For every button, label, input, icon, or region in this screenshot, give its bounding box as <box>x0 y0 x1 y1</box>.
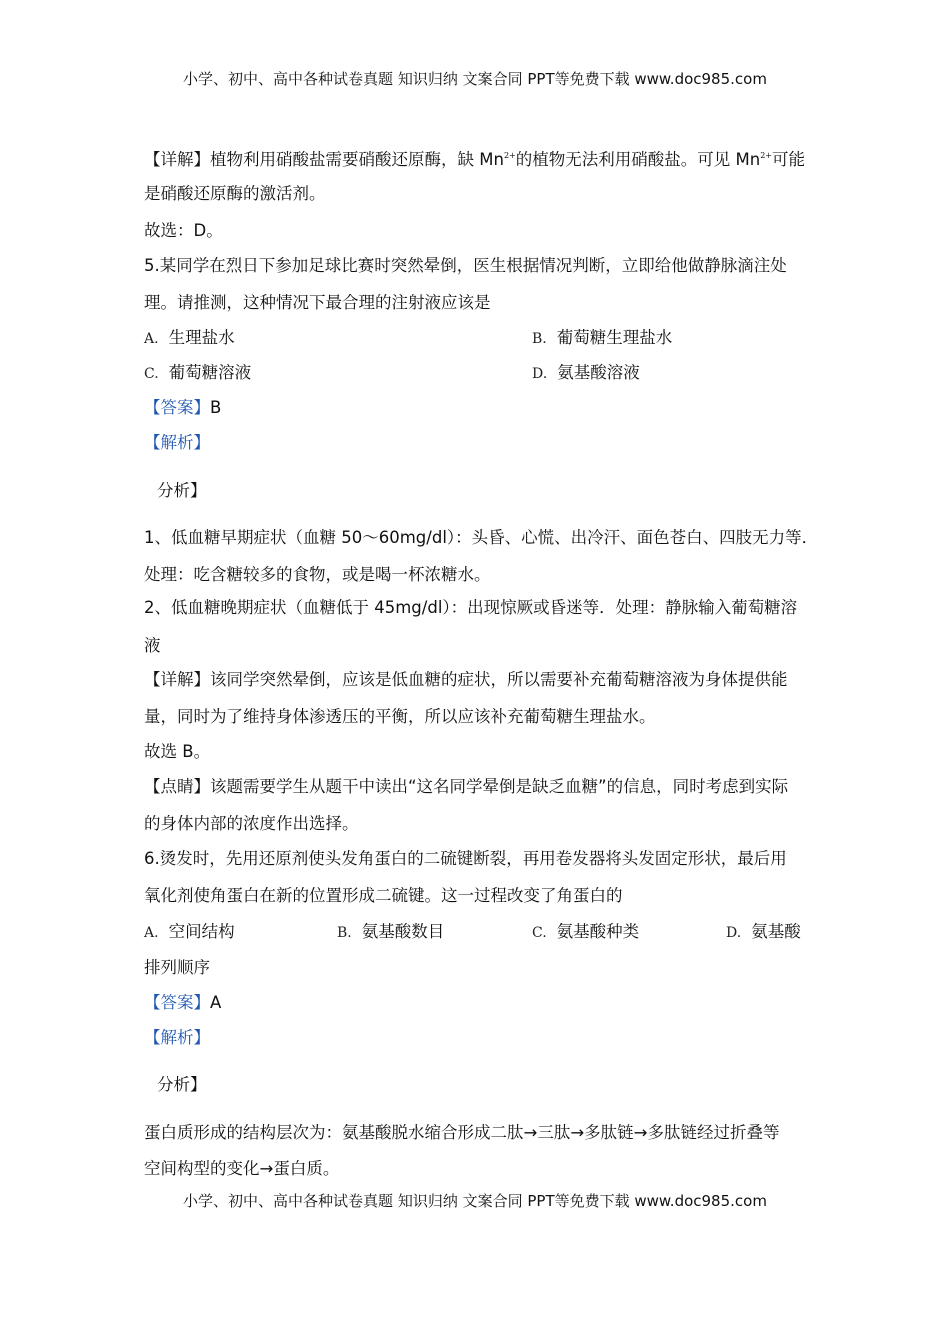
q4-detail-line1: 【详解】植物利用硝酸盐需要硝酸还原酶，缺 $Mn^{2+}$的植物无法利用硝酸盐。可见 $Mn^{2+}$可能 <box>144 150 805 169</box>
ion-charge: 2+ <box>760 151 772 160</box>
q5-detail-line1: 【详解】该同学突然晕倒，应该是低血糖的症状，所以需要补充葡萄糖溶液为身体提供能 <box>144 670 788 689</box>
q6-answer: 【答案】A <box>144 993 222 1012</box>
q6-option-d: D. 氨基酸 <box>726 922 801 941</box>
q5-analysis-tag: 【解析】 <box>144 433 210 452</box>
q5-comment-line2: 的身体内部的浓度作出选择。 <box>144 814 359 833</box>
q5-choose: 故选 B。 <box>144 742 211 761</box>
q5-analysis-1b: 处理：吃含糖较多的食物，或是喝一杯浓糖水。 <box>144 565 491 584</box>
q6-option-c: C. 氨基酸种类 <box>532 922 640 941</box>
q5-detail-line2: 量，同时为了维持身体渗透压的平衡，所以应该补充葡萄糖生理盐水。 <box>144 707 656 726</box>
q5-answer: 【答案】B <box>144 398 222 417</box>
answer-tag: 【答案】 <box>144 398 210 417</box>
q5-stem-line1: 5.某同学在烈日下参加足球比赛时突然晕倒，医生根据情况判断，立即给他做静脉滴注处 <box>144 256 787 275</box>
q5-option-b: B. 葡萄糖生理盐水 <box>532 328 673 347</box>
q5-comment-line1: 【点睛】该题需要学生从题干中读出“这名同学晕倒是缺乏血糖”的信息，同时考虑到实际 <box>144 777 789 796</box>
q5-option-d: D. 氨基酸溶液 <box>532 363 640 382</box>
q6-analysis-line2: 空间构型的变化→蛋白质。 <box>144 1159 340 1178</box>
q5-analysis-1a: 1、低血糖早期症状（血糖 50～60mg/dl）：头昏、心慌、出冷汗、面色苍白、四肢无力等． <box>144 528 819 547</box>
answer-tag: 【答案】 <box>144 993 210 1012</box>
detail-tag: 【详解】 <box>144 670 210 689</box>
q5-analysis-2a: 2、低血糖晚期症状（血糖低于 45mg/dl）：出现惊厥或昏迷等．处理：静脉输入葡萄糖溶 <box>144 598 798 617</box>
q6-analysis-tag: 【解析】 <box>144 1028 210 1047</box>
comment-tag: 【点睛】 <box>144 777 210 796</box>
page-header: 小学、初中、高中各种试卷真题 知识归纳 文案合同 PPT等免费下载 www.doc985.com <box>183 70 767 88</box>
q5-analysis-head: 分析】 <box>157 481 207 500</box>
q6-option-d-wrap: 排列顺序 <box>144 958 210 977</box>
ion-charge: 2+ <box>503 151 516 160</box>
q5-analysis-2b: 液 <box>144 636 161 655</box>
q5-stem-line2: 理。请推测，这种情况下最合理的注射液应该是 <box>144 293 491 312</box>
q6-option-a: A. 空间结构 <box>144 922 235 941</box>
q5-option-c: C. 葡萄糖溶液 <box>144 363 252 382</box>
page-footer: 小学、初中、高中各种试卷真题 知识归纳 文案合同 PPT等免费下载 www.doc985.com <box>183 1192 767 1210</box>
q6-stem-line1: 6.烫发时，先用还原剂使头发角蛋白的二硫键断裂，再用卷发器将头发固定形状，最后用 <box>144 849 787 868</box>
q4-detail-line2: 是硝酸还原酶的激活剂。 <box>144 184 326 203</box>
q6-analysis-line1: 蛋白质形成的结构层次为：氨基酸脱水缩合形成二肽→三肽→多肽链→多肽链经过折叠等 <box>144 1123 780 1142</box>
q5-option-a: A. 生理盐水 <box>144 328 235 347</box>
q4-choose: 故选：D。 <box>144 221 223 240</box>
q6-analysis-head: 分析】 <box>157 1075 207 1094</box>
q6-option-b: B. 氨基酸数目 <box>337 922 445 941</box>
detail-tag: 【详解】 <box>144 150 210 169</box>
q6-stem-line2: 氧化剂使角蛋白在新的位置形成二硫键。这一过程改变了角蛋白的 <box>144 886 623 905</box>
